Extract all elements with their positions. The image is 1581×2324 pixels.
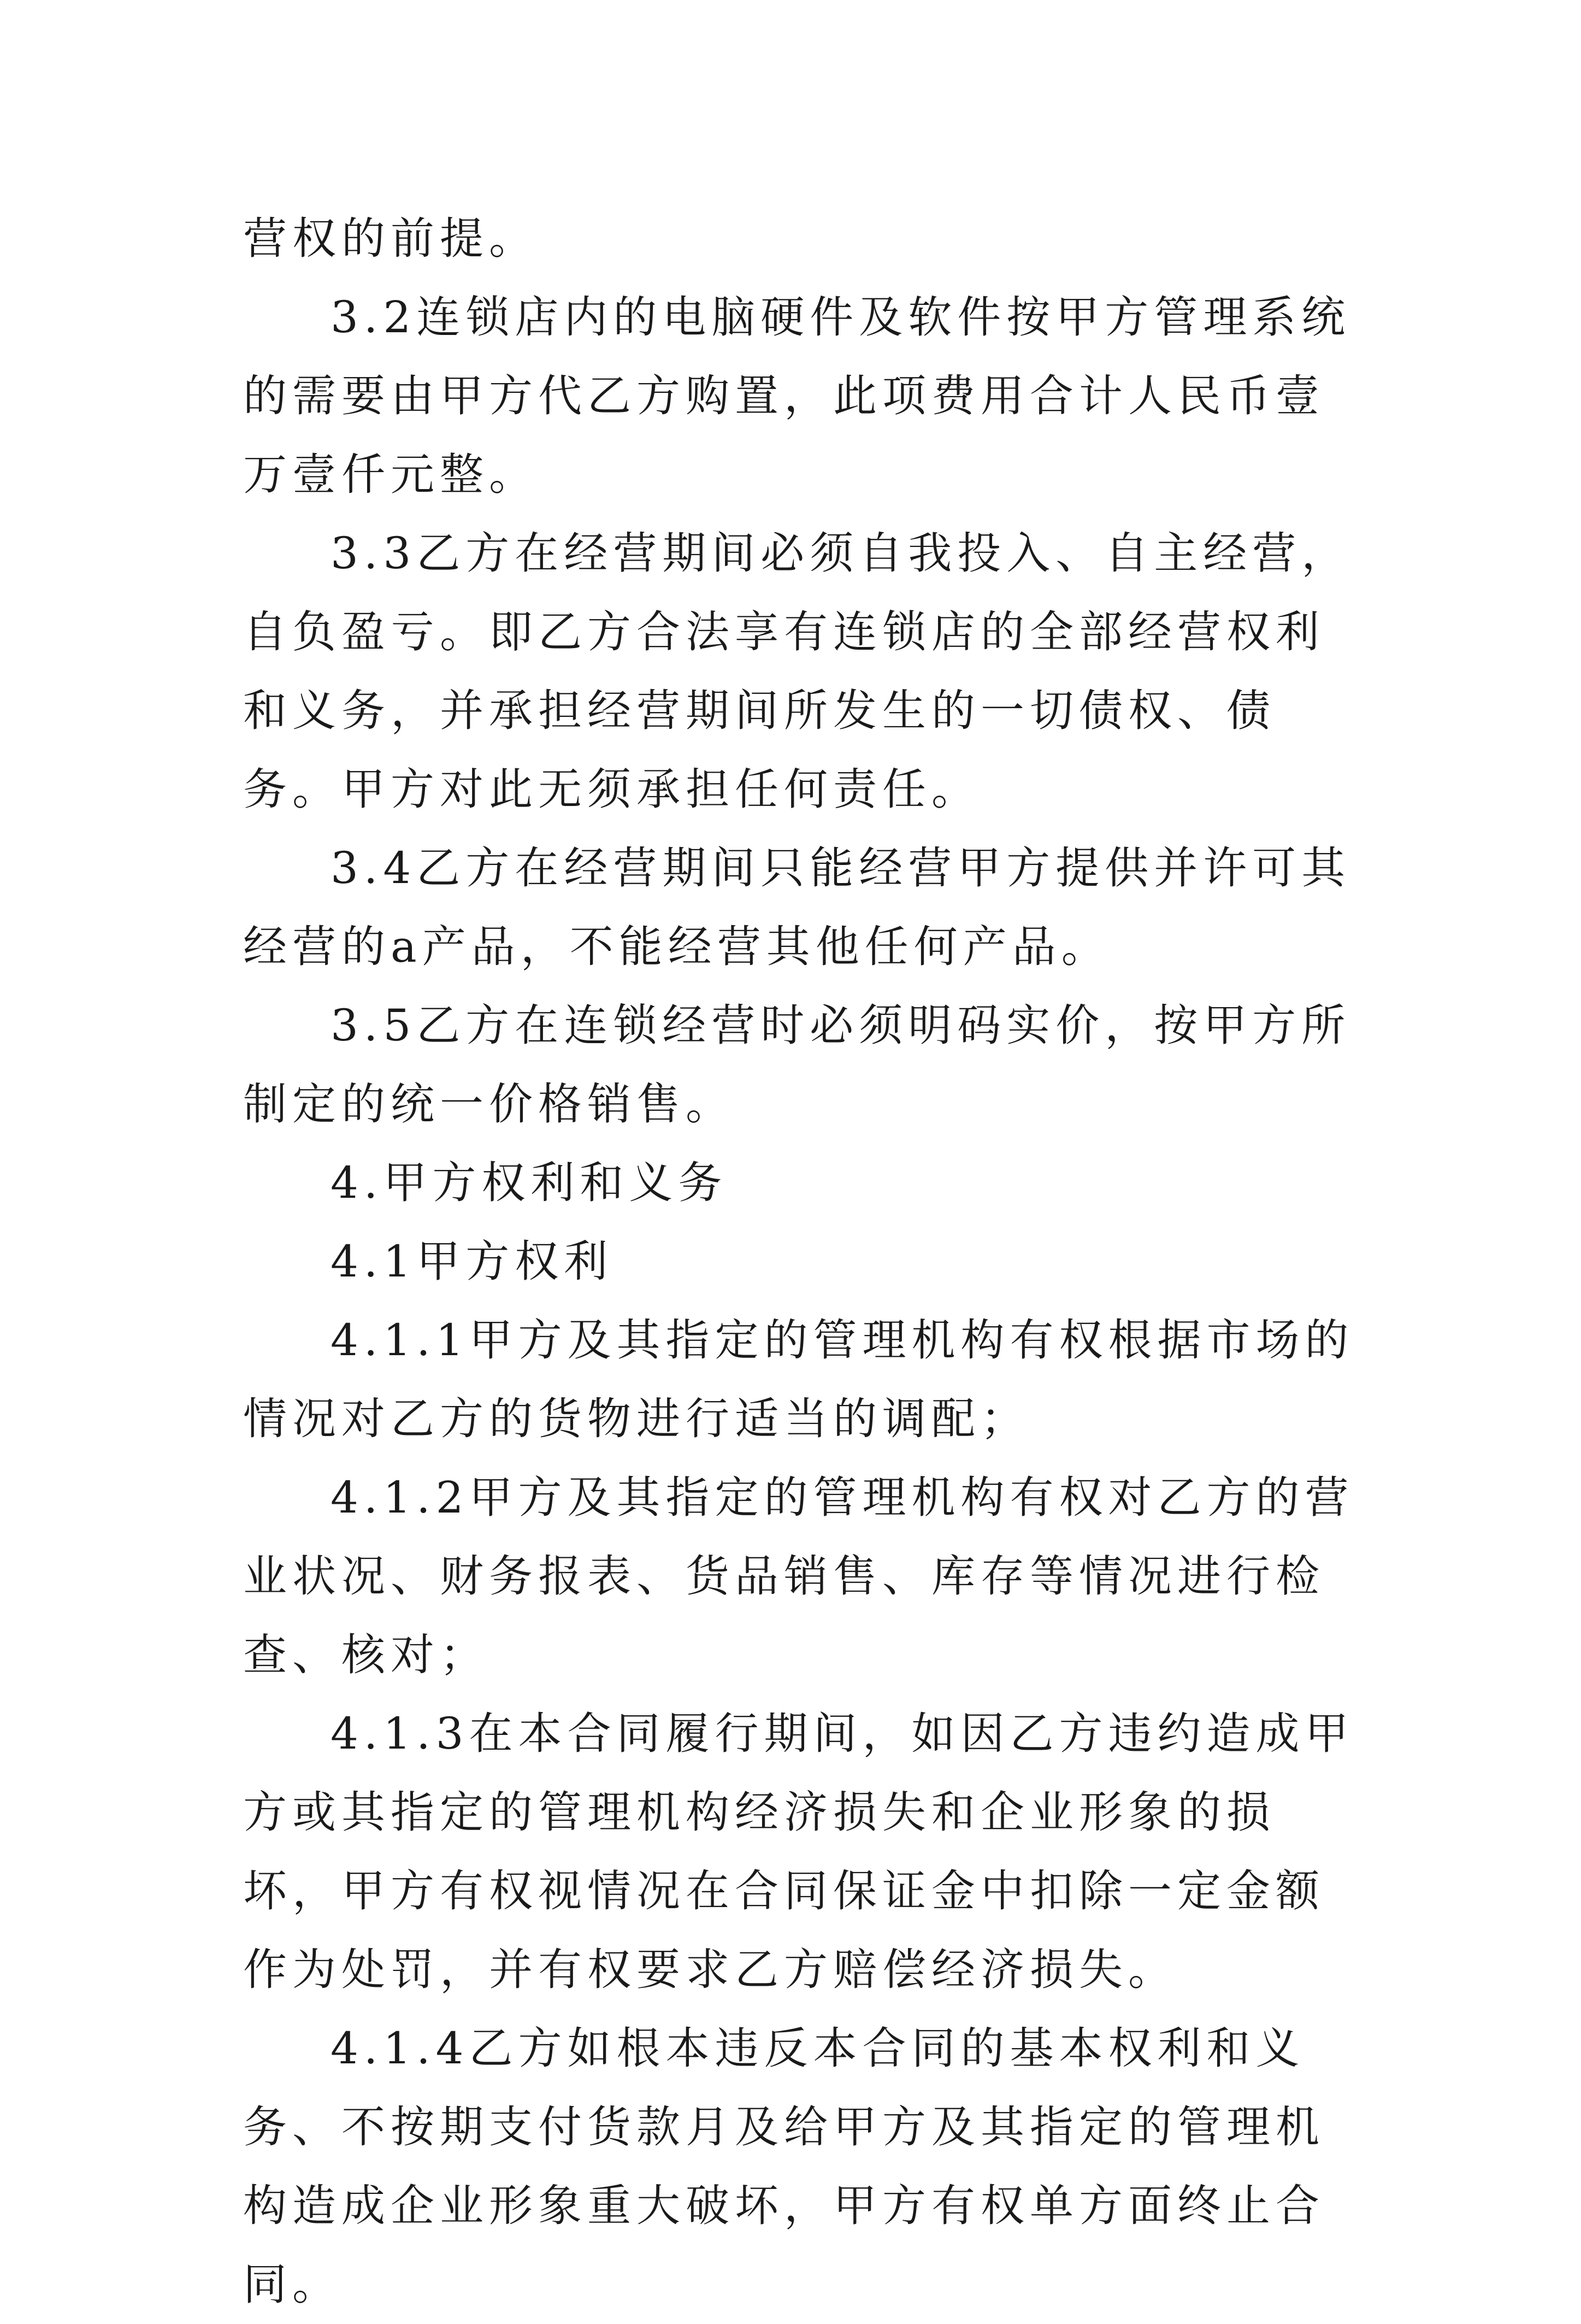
paragraph-3-4: 3.4乙方在经营期间只能经营甲方提供并许可其经营的a产品，不能经营其他任何产品。 (243, 843, 1351, 972)
paragraph-3-3: 3.3乙方在经营期间必须自我投入、自主经营，自负盈亏。即乙方合法享有连锁店的全部经营权利和义务，并承担经营期间所发生的一切债权、债务。甲方对此无须承担任何责任。 (243, 528, 1351, 815)
paragraph-4-1-2: 4.1.2甲方及其指定的管理机构有权对乙方的营业状况、财务报表、货品销售、库存等情况进行检查、核对； (243, 1472, 1354, 1680)
paragraph-3-5: 3.5乙方在连锁经营时必须明码实价，按甲方所制定的统一价格销售。 (243, 1000, 1351, 1129)
paragraph-4-1-1: 4.1.1甲方及其指定的管理机构有权根据市场的情况对乙方的货物进行适当的调配； (243, 1315, 1354, 1444)
heading-4-1: 4.1甲方权利 (331, 1236, 613, 1287)
paragraph-continuation: 营权的前提。 (243, 213, 538, 264)
paragraph-4-1-3: 4.1.3在本合同履行期间，如因乙方违约造成甲方或其指定的管理机构经济损失和企业形象的损坏，甲方有权视情况在合同保证金中扣除一定金额作为处罚，并有权要求乙方赔偿经济损失。 (243, 1708, 1354, 1995)
document-page (243, 199, 1358, 2324)
heading-4: 4.甲方权利和义务 (331, 1157, 728, 1208)
paragraph-3-2: 3.2连锁店内的电脑硬件及软件按甲方管理系统的需要由甲方代乙方购置，此项费用合计人民币壹万壹仟元整。 (243, 292, 1351, 500)
paragraph-4-1-4: 4.1.4乙方如根本违反本合同的基本权利和义务、不按期支付货款月及给甲方及其指定的管理机构造成企业形象重大破坏，甲方有权单方面终止合同。 (243, 2023, 1325, 2310)
